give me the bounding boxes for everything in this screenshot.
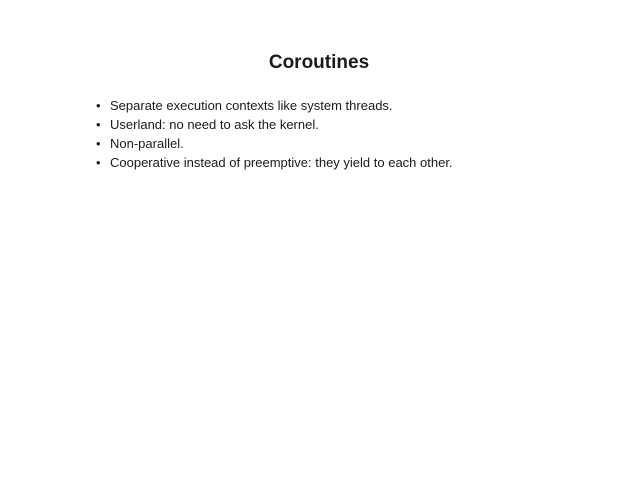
bullet-text: Cooperative instead of preemptive: they yield to each other. — [110, 155, 453, 170]
bullet-text: Separate execution contexts like system threads. — [110, 98, 393, 113]
bullet-icon: • — [96, 136, 101, 151]
bullet-icon: • — [96, 98, 101, 113]
bullet-text: Non-parallel. — [110, 136, 184, 151]
slide-title: Coroutines — [268, 52, 370, 73]
bullet-text: Userland: no need to ask the kernel. — [110, 117, 319, 132]
bullet-item — [96, 96, 453, 115]
bullet-icon: • — [96, 117, 101, 132]
bullet-list — [96, 96, 453, 172]
bullet-item — [96, 134, 453, 153]
bullet-item — [96, 115, 453, 134]
bullet-item — [96, 153, 453, 172]
bullet-icon: • — [96, 155, 101, 170]
